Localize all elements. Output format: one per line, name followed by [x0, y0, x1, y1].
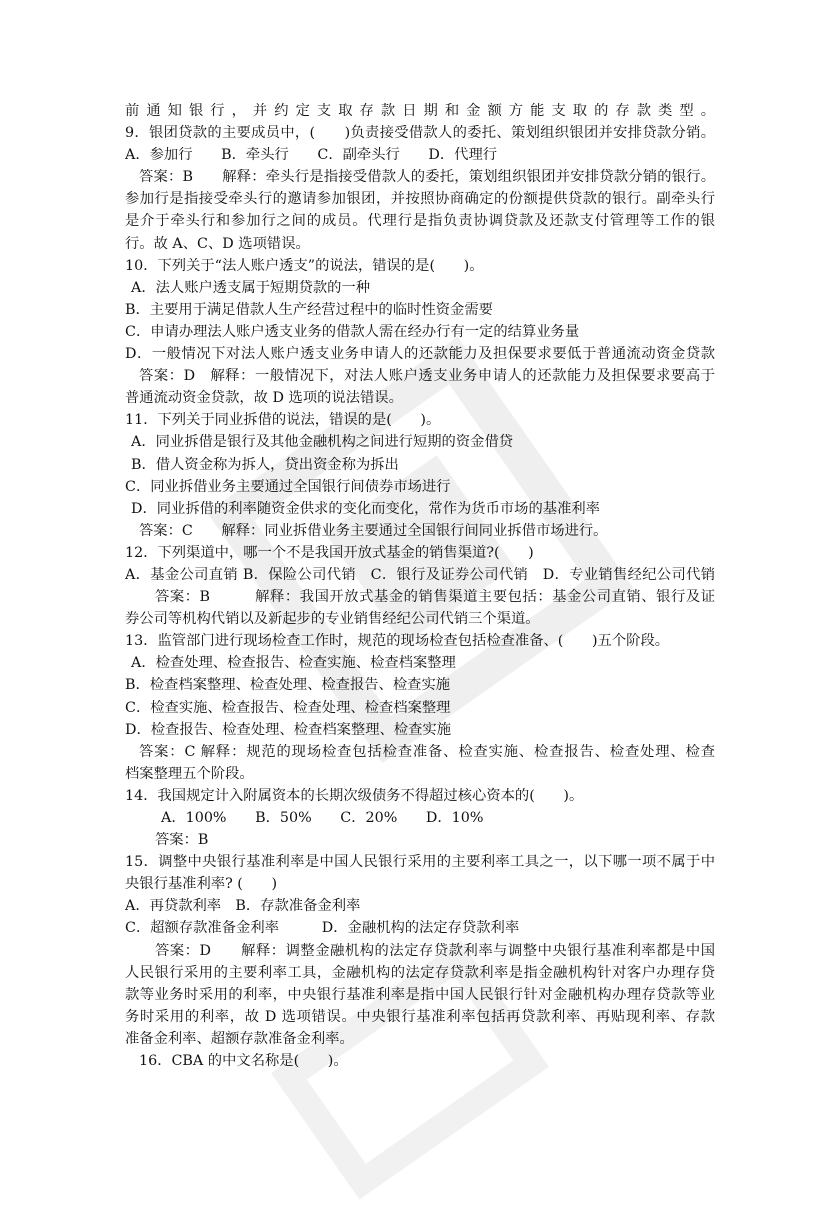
answer-13: 答案：C 解释：规范的现场检查包括检查准备、检查实施、检查报告、检查处理、检查	[139, 743, 715, 760]
answer-15: 答案：D 解释：调整金融机构的法定存贷款利率与调整中央银行基准利率都是中国	[155, 942, 715, 959]
question-13: 13．监管部门进行现场检查工作时，规范的现场检查包括检查准备、( )五个阶段。	[125, 633, 670, 650]
document-text	[125, 100, 715, 1072]
options-15-cd: C．超额存款准备金利率 D．金融机构的法定存贷款利率	[125, 920, 520, 937]
answer-9-line: 行。故 A、C、D 选项错误。	[125, 235, 310, 252]
answer-10: 答案：D 解释：一般情况下，对法人账户透支业务申请人的还款能力及担保要求要高于	[139, 368, 715, 385]
options-15-ab: A．再贷款利率 B．存款准备金利率	[125, 898, 361, 915]
answer-12: 答案：B 解释：我国开放式基金的销售渠道主要包括：基金公司直销、银行及证	[155, 589, 715, 606]
answer-9: 答案：B 解释：牵头行是指接受借款人的委托，策划组织银团并安排贷款分销的银行。	[139, 169, 715, 186]
option-13-a: A．检查处理、检查报告、检查实施、检查档案整理	[131, 655, 456, 672]
option-10-c: C．申请办理法人账户透支业务的借款人需在经办行有一定的结算业务量	[125, 323, 580, 340]
option-11-c: C．同业拆借业务主要通过全国银行间债券市场进行	[125, 478, 451, 495]
answer-10-line: 普通流动资金贷款，故 D 选项的说法错误。	[125, 390, 403, 407]
question-14: 14．我国规定计入附属资本的长期次级债务不得超过核心资本的( )。	[125, 787, 584, 804]
option-11-b: B．借人资金称为拆人，贷出资金称为拆出	[131, 456, 399, 473]
option-10-d: D．一般情况下对法人账户透支业务申请人的还款能力及担保要求要低于普通流动资金贷款	[125, 346, 715, 363]
answer-14: 答案：B	[155, 832, 209, 849]
answer-15-line: 人民银行采用的主要利率工具，金融机构的法定存贷款利率是指金融机构针对客户办理存贷	[125, 964, 715, 981]
answer-15-line: 务时采用的利率，故 D 选项错误。中央银行基准利率包括再贷款利率、再贴现利率、存款	[125, 1008, 715, 1025]
options-9: A．参加行 B．牵头行 C．副牵头行 D．代理行	[125, 147, 498, 164]
question-11: 11．下列关于同业拆借的说法，错误的是( )。	[125, 412, 441, 429]
answer-13-line: 档案整理五个阶段。	[125, 765, 254, 782]
options-12: A．基金公司直销 B．保险公司代销 C．银行及证券公司代销 D．专业销售经纪公司代销	[125, 566, 715, 583]
answer-15-line: 款等业务时采用的利率，中央银行基准利率是指中国人民银行针对金融机构办理存贷款等业	[125, 986, 715, 1003]
option-10-b: B．主要用于满足借款人生产经营过程中的临时性资金需要	[125, 301, 493, 318]
answer-15-line: 准备金利率、超额存款准备金利率。	[125, 1030, 354, 1047]
question-12: 12．下列渠道中，哪一个不是我国开放式基金的销售渠道?( )	[125, 544, 534, 561]
option-11-d: D．同业拆借的利率随资金供求的变化而变化，常作为货币市场的基准利率	[131, 500, 600, 517]
option-10-a: A．法人账户透支属于短期贷款的一种	[131, 279, 371, 296]
question-15: 15．调整中央银行基准利率是中国人民银行采用的主要利率工具之一，以下哪一项不属于中	[125, 854, 715, 871]
question-16: 16．CBA 的中文名称是( )。	[139, 1053, 348, 1070]
question-15-line: 央银行基准利率? ( )	[125, 876, 278, 893]
option-13-b: B．检查档案整理、检查处理、检查报告、检查实施	[125, 677, 451, 694]
question-9: 9．银团贷款的主要成员中，( )负责接受借款人的委托、策划组织银团并安排贷款分销。	[125, 125, 715, 142]
answer-9-line: 参加行是指接受牵头行的邀请参加银团，并按照协商确定的份额提供贷款的银行。副牵头行	[125, 191, 715, 208]
answer-9-line: 是介于牵头行和参加行之间的成员。代理行是指负责协调贷款及还款支付管理等工作的银	[125, 213, 715, 230]
options-14: A．100% B．50% C．20% D．10%	[161, 810, 484, 826]
option-13-c: C．检查实施、检查报告、检查处理、检查档案整理	[125, 699, 451, 716]
question-10: 10．下列关于“法人账户透支”的说法，错误的是( )。	[125, 257, 484, 274]
text-line: 前通知银行，并约定支取存款日期和金额方能支取的存款类型。	[125, 103, 715, 119]
option-13-d: D．检查报告、检查处理、检查档案整理、检查实施	[125, 721, 451, 738]
answer-11: 答案：C 解释：同业拆借业务主要通过全国银行间同业拆借市场进行。	[139, 522, 608, 539]
option-11-a: A．同业拆借是银行及其他金融机构之间进行短期的资金借贷	[131, 434, 514, 451]
answer-12-line: 券公司等机构代销以及新起步的专业销售经纪公司代销三个渠道。	[125, 611, 540, 628]
